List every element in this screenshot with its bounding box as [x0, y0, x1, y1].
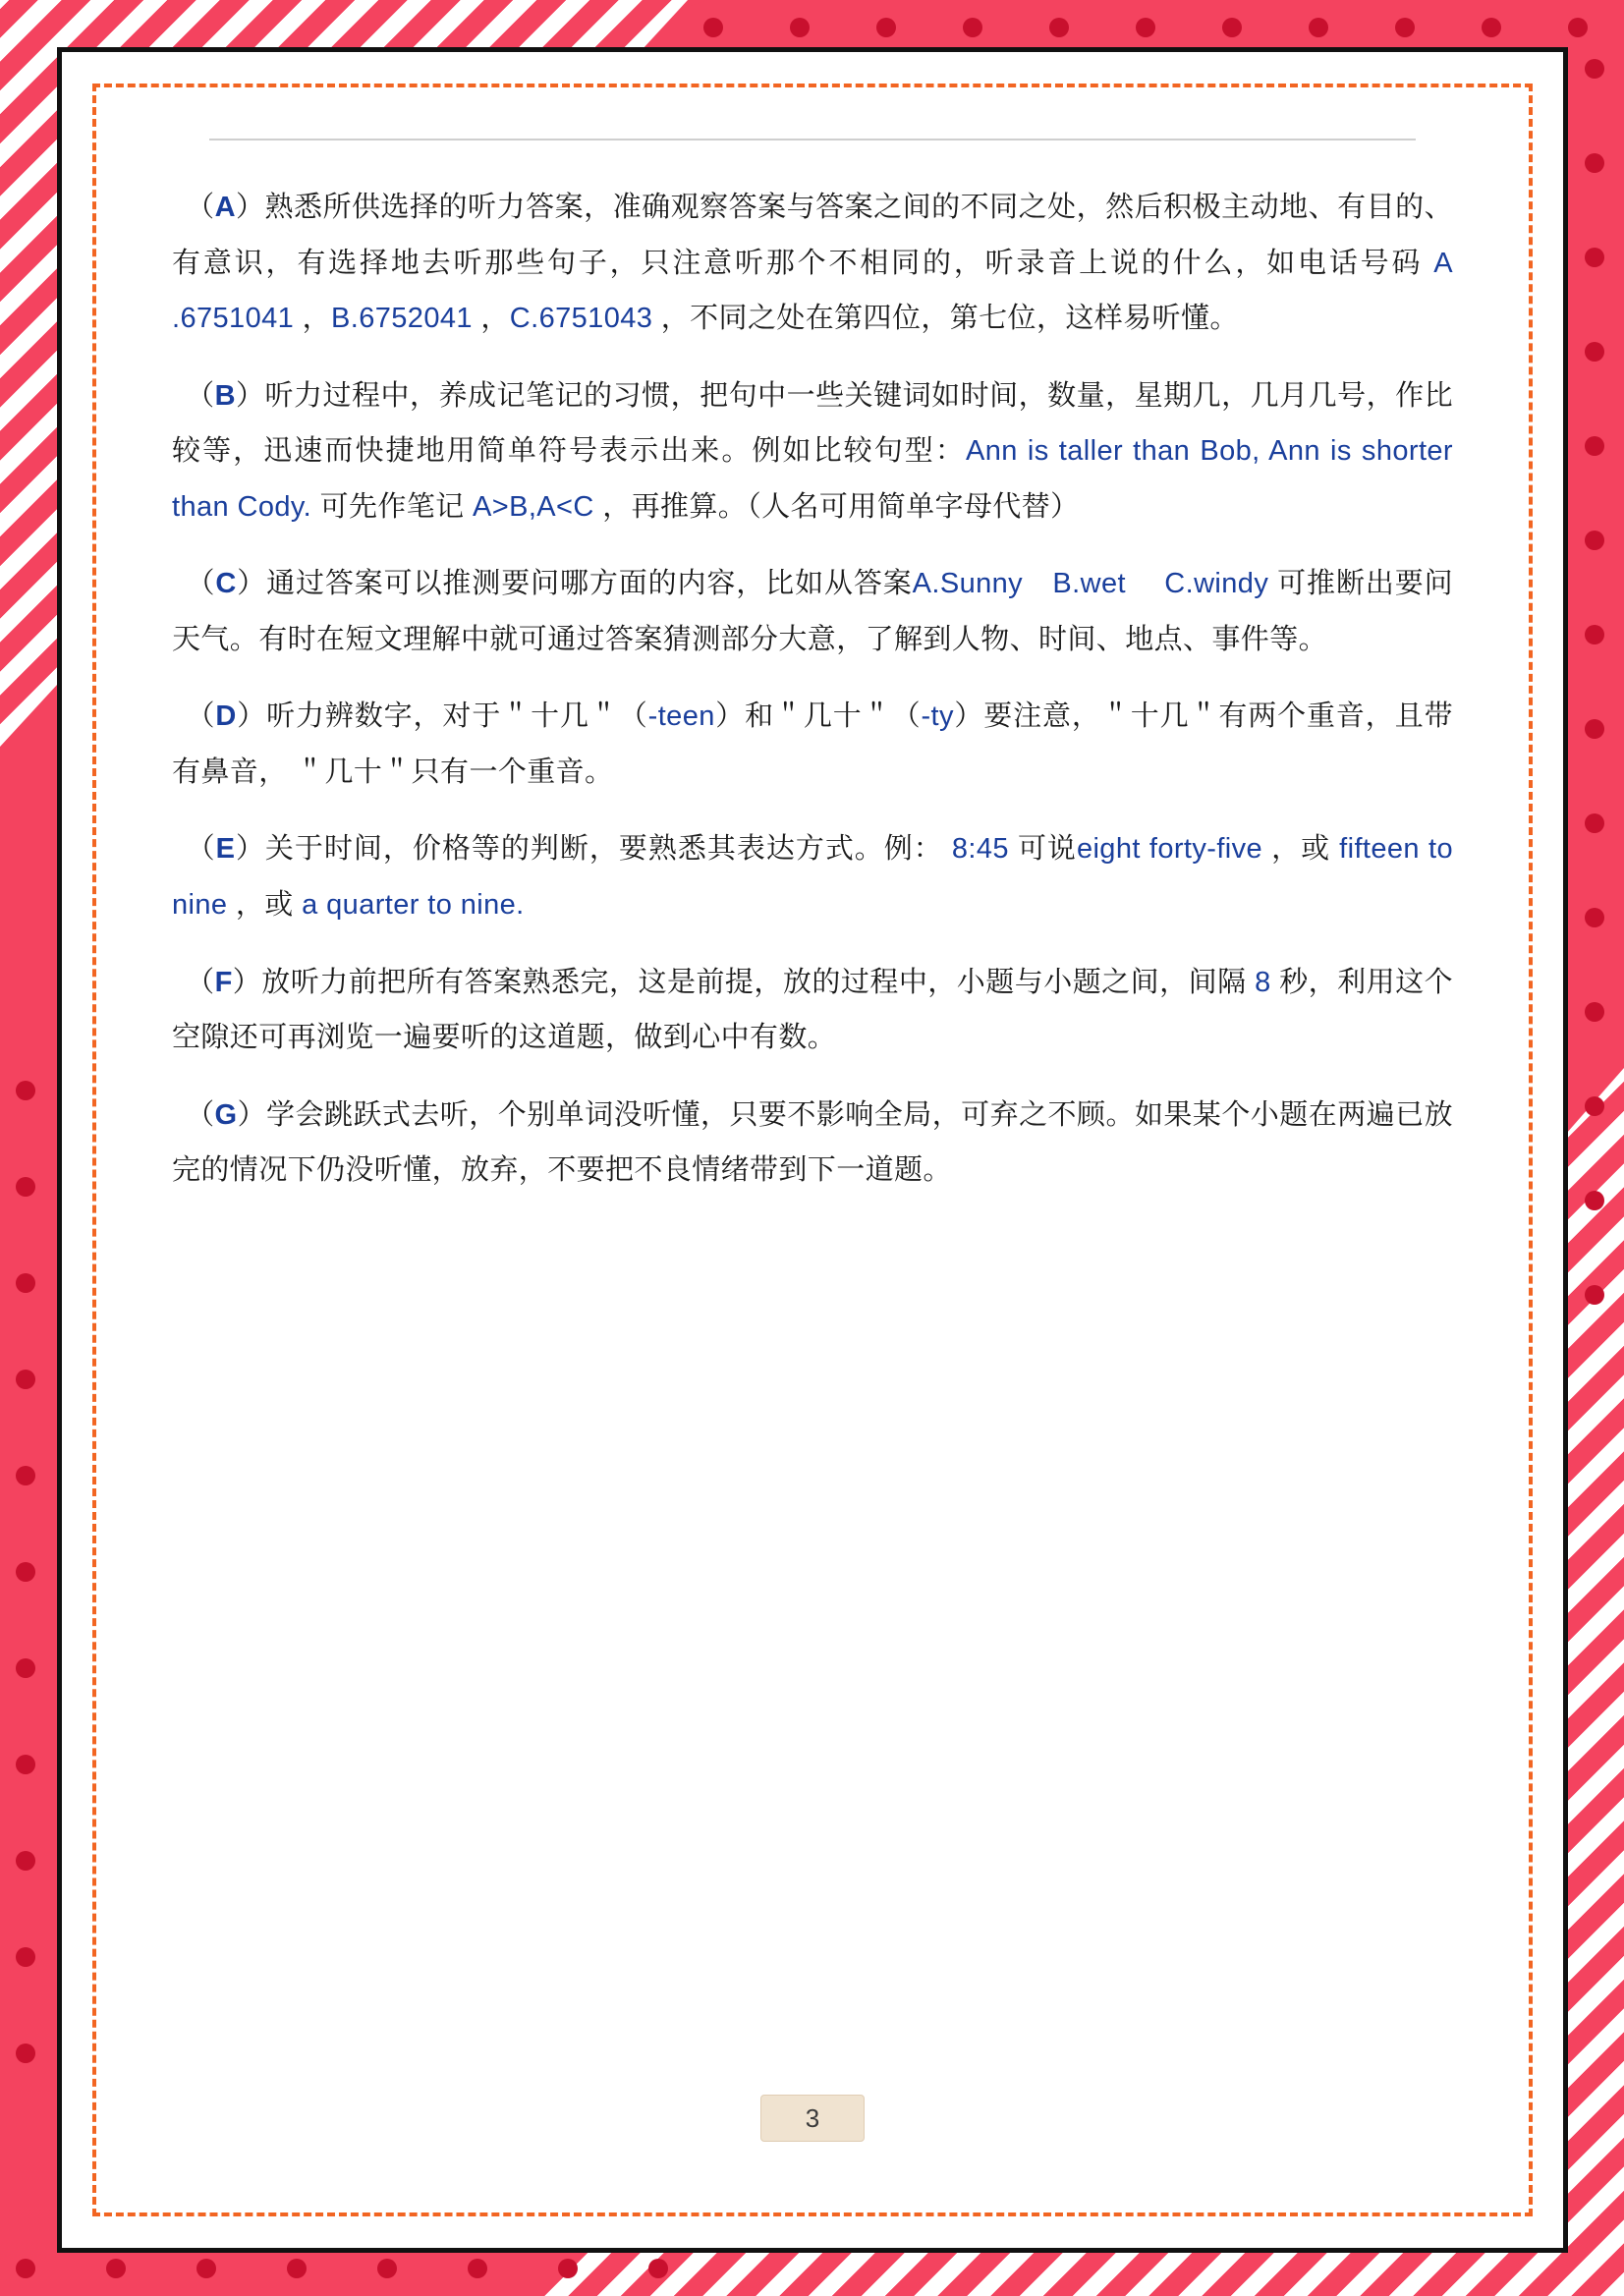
inline-english-text: eight forty-five: [1076, 833, 1263, 866]
paragraph-b: [172, 368, 1453, 535]
decorative-dot: [1136, 18, 1155, 37]
page-number-badge: 3: [760, 2095, 865, 2142]
document-content: [62, 52, 1563, 2248]
dot-pattern-right: [1565, 0, 1624, 2296]
inline-english-text: B.6752041: [331, 303, 473, 335]
inline-text: （: [186, 966, 215, 998]
inline-text: （: [186, 379, 215, 412]
decorative-dot: [1585, 813, 1604, 833]
decorative-dot: [16, 1370, 35, 1389]
decorative-dot: [16, 1851, 35, 1871]
inline-english-text: -ty: [921, 700, 954, 733]
decorative-dot: [1585, 436, 1604, 456]
decorative-dot: [1585, 153, 1604, 173]
decorative-dot: [16, 1947, 35, 1967]
decorative-dot: [1585, 1285, 1604, 1305]
paragraph-a: [172, 180, 1453, 347]
decorative-dot: [1585, 1191, 1604, 1210]
decorative-dot: [16, 1562, 35, 1582]
header-divider: [209, 139, 1416, 140]
inline-text: ）要注意，＂十几＂有两个重音，且带有鼻音， ＂几十＂只有一个重音。: [172, 700, 1453, 788]
inline-english-text: 8:45: [951, 833, 1009, 866]
inline-english-text: -teen: [647, 700, 715, 733]
inline-text: （: [186, 833, 216, 866]
decorative-dot: [1482, 18, 1501, 37]
decorative-dot: [1585, 1002, 1604, 1022]
inline-text: ，: [472, 303, 510, 335]
inline-text: ，再推算。（人名可用简单字母代替）: [593, 490, 1080, 523]
inline-text: （: [186, 192, 215, 223]
paragraph-label: E: [215, 833, 236, 866]
inline-text: ，或: [227, 889, 303, 922]
decorative-dot: [1585, 908, 1604, 927]
decorative-dot: [876, 18, 896, 37]
decorative-dot: [963, 18, 982, 37]
decorative-dot: [1585, 59, 1604, 79]
inline-english-text: 8: [1255, 966, 1271, 998]
decorative-dot: [1309, 18, 1328, 37]
decorative-dot: [1585, 1096, 1604, 1116]
inline-text: 可先作笔记: [311, 490, 474, 523]
decorative-dot: [468, 2259, 487, 2278]
dot-pattern-left: [0, 1061, 59, 2142]
document-card: [57, 47, 1568, 2253]
decorative-dot: [16, 1081, 35, 1100]
inline-text: ，或: [1262, 833, 1340, 866]
decorative-dot: [16, 1177, 35, 1197]
decorative-dot: [196, 2259, 216, 2278]
decorative-dot: [1585, 342, 1604, 362]
paragraph-g: [172, 1088, 1453, 1199]
inline-text: ）通过答案可以推测要问哪方面的内容，比如从答案: [236, 568, 913, 600]
inline-english-text: a quarter to nine.: [302, 889, 525, 922]
decorative-dot: [287, 2259, 307, 2278]
decorative-dot: [1585, 248, 1604, 267]
inline-text: （: [186, 1098, 215, 1131]
paragraph-label: F: [214, 966, 233, 998]
decorative-dot: [558, 2259, 578, 2278]
paragraph-label: G: [214, 1098, 238, 1131]
paragraph-label: D: [215, 700, 237, 733]
decorative-dot: [377, 2259, 397, 2278]
decorative-dot: [1395, 18, 1415, 37]
inline-text: ，不同之处在第四位，第七位，这样易听懂。: [652, 303, 1239, 335]
decorative-dot: [790, 18, 810, 37]
decorative-dot: [1585, 719, 1604, 739]
inline-text: ）放听力前把所有答案熟悉完，这是前提，放的过程中，小题与小题之间，间隔: [232, 966, 1256, 998]
paragraph-d: [172, 689, 1453, 800]
paragraph-label: A: [214, 192, 236, 223]
paragraph-f: [172, 955, 1453, 1066]
paragraph-list: [172, 180, 1453, 1199]
paragraph-label: C: [215, 568, 237, 600]
decorative-dot: [106, 2259, 126, 2278]
inline-english-text: A>B,A<C: [473, 490, 594, 523]
inline-text: ，: [294, 303, 332, 335]
decorative-dot: [16, 1273, 35, 1293]
inline-english-text: A .6751041: [172, 247, 1453, 335]
inline-text: 可推断出要问天气。有时在短文理解中就可通过答案猜测部分大意，了解到人物、时间、地点、事件等。: [172, 568, 1454, 655]
inline-text: ）熟悉所供选择的听力答案，准确观察答案与答案之间的不同之处，然后积极主动地、有目的、有意识，有选择地去听那些句子，只注意听那个不相同的，听录音上说的什么，如电话号码: [172, 192, 1453, 279]
decorative-dot: [16, 1755, 35, 1774]
decorative-dot: [16, 1658, 35, 1678]
decorative-dot: [1585, 531, 1604, 550]
inline-text: ）关于时间，价格等的判断，要熟悉其表达方式。例：: [235, 833, 952, 866]
decorative-dot: [1049, 18, 1069, 37]
inline-text: ）学会跳跃式去听，个别单词没听懂，只要不影响全局，可弃之不顾。如果某个小题在两遍已放完的情况下仍没听懂，放弃，不要把不良情绪带到下一道题。: [172, 1098, 1453, 1187]
decorative-dot: [1585, 625, 1604, 644]
inline-text: ）和＂几十＂（: [714, 700, 922, 733]
decorative-dot: [703, 18, 723, 37]
inline-english-text: A.Sunny B.wet C.windy: [912, 568, 1269, 600]
paragraph-c: [172, 556, 1453, 667]
paragraph-e: [172, 821, 1453, 932]
inline-english-text: C.6751043: [509, 303, 653, 335]
paragraph-label: B: [214, 379, 236, 412]
decorative-dot: [16, 2044, 35, 2063]
inline-text: ）听力过程中，养成记笔记的习惯，把句中一些关键词如时间，数量，星期几，几月几号，作比较等，迅速而快捷地用简单符号表示出来。例如比较句型：: [172, 379, 1453, 468]
page-number-container: [62, 2095, 1563, 2142]
decorative-dot: [648, 2259, 668, 2278]
inline-text: 秒，利用这个空隙还可再浏览一遍要听的这道题，做到心中有数。: [172, 966, 1453, 1054]
inline-text: （: [186, 700, 216, 733]
decorative-dot: [16, 1466, 35, 1485]
inline-text: 可说: [1008, 833, 1077, 866]
inline-english-text: Ann is taller than Bob, Ann is shorter than Cody.: [172, 435, 1453, 523]
inline-english-text: fifteen to nine: [172, 833, 1453, 922]
decorative-dot: [16, 2259, 35, 2278]
decorative-dot: [1222, 18, 1242, 37]
inline-text: ）听力辨数字，对于＂十几＂（: [236, 700, 648, 733]
inline-text: （: [186, 568, 216, 600]
